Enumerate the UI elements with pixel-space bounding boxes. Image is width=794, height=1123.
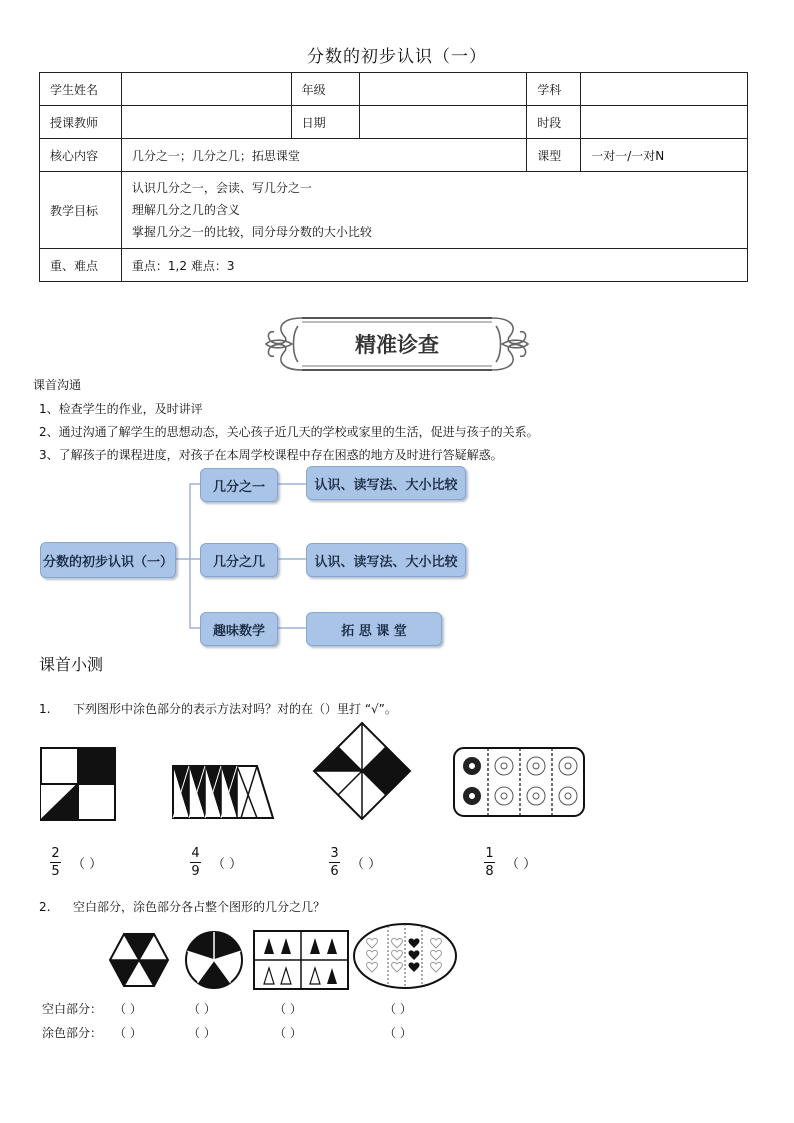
mindmap-detail: 认识、读写法、大小比较 [306,543,466,577]
fraction [484,846,495,879]
answer-paren[interactable]: （ ） [274,1002,302,1016]
goals-label: 教学目标 [40,172,122,249]
goal-item: 理解几分之几的含义 [131,203,240,217]
focus-value: 重点：1,2 难点：3 [121,249,747,282]
lesson-type-value: 一对一/一对N [581,139,748,172]
answer-paren[interactable]: （ ） [351,857,382,872]
mindmap-detail: 拓 思 课 堂 [306,612,442,646]
subject-label: 学科 [527,73,581,106]
date-label: 日期 [291,106,359,139]
fraction-denominator: 6 [330,864,339,879]
figure-parallelogram-triangles [171,764,275,820]
grade-label: 年级 [291,73,359,106]
fraction-numerator: 2 [51,846,60,861]
page-title: 分数的初步认识（一） [307,47,487,67]
fraction-denominator: 5 [51,864,60,879]
mindmap-branch: 几分之一 [200,468,278,502]
answer-paren[interactable]: （ ） [114,1026,142,1040]
answer-paren[interactable]: （ ） [114,1002,142,1016]
fraction-numerator: 3 [330,846,339,861]
goal-item: 认识几分之一，会读、写几分之一 [131,181,312,195]
fraction [329,846,340,879]
answer-paren[interactable]: （ ） [384,1002,412,1016]
figure-hexagon [108,932,170,988]
answer-paren[interactable]: （ ） [72,857,103,872]
question-2 [39,898,325,915]
fraction-numerator: 1 [485,846,494,861]
fraction-numerator: 4 [191,846,200,861]
quiz-title: 课首小测 [39,655,104,674]
core-content-label: 核心内容 [40,139,122,172]
lesson-type-label: 课型 [527,139,581,172]
figure-heart-oval [352,922,458,990]
mindmap-branch: 趣味数学 [200,612,278,646]
fraction-denominator: 8 [485,864,494,879]
figure-diamond [312,721,412,821]
talk-item: 2、通过沟通了解学生的思想动态，关心孩子近几天的学校或家里的生活，促进与孩子的关系。 [39,425,539,439]
core-content-value: 几分之一；几分之几；拓思课堂 [121,139,526,172]
talk-item: 3、了解孩子的课程进度，对孩子在本周学校课程中存在困惑的地方及时进行答疑解惑。 [39,448,503,462]
answer-paren[interactable]: （ ） [188,1002,216,1016]
fraction-denominator: 9 [191,864,200,879]
shaded-part-label: 涂色部分： [42,1026,103,1040]
fraction [190,846,201,879]
student-name-label: 学生姓名 [40,73,122,106]
question-text: 空白部分，涂色部分各占整个图形的几分之几？ [73,900,326,914]
mindmap-root: 分数的初步认识（一） [40,542,176,578]
teacher-label: 授课教师 [40,106,122,139]
focus-label: 重、难点 [40,249,122,282]
figure-square-quarters [40,747,116,821]
answer-paren[interactable]: （ ） [274,1026,302,1040]
banner-text: 精准诊查 [355,332,439,357]
talk-title: 课首沟通 [33,378,82,392]
goal-item: 掌握几分之一的比较，同分母分数的大小比较 [131,225,372,239]
question-text: 下列图形中涂色部分的表示方法对吗？对的在（）里打 “√”。 [73,702,397,716]
period-label: 时段 [527,106,581,139]
fraction [50,846,61,879]
question-number: 1. [39,702,51,716]
answer-paren[interactable]: （ ） [384,1026,412,1040]
figure-triangle-grid [253,930,349,990]
mindmap-branch: 几分之几 [200,543,278,577]
figure-circle-sectors [184,930,244,990]
talk-item: 1、检查学生的作业，及时讲评 [39,402,203,416]
figure-flower-card [452,746,586,818]
answer-paren[interactable]: （ ） [212,857,243,872]
answer-paren[interactable]: （ ） [506,857,537,872]
question-number: 2. [39,900,51,914]
blank-part-label: 空白部分： [42,1002,103,1016]
answer-paren[interactable]: （ ） [188,1026,216,1040]
question-1 [39,700,397,717]
mindmap-detail: 认识、读写法、大小比较 [306,466,466,500]
